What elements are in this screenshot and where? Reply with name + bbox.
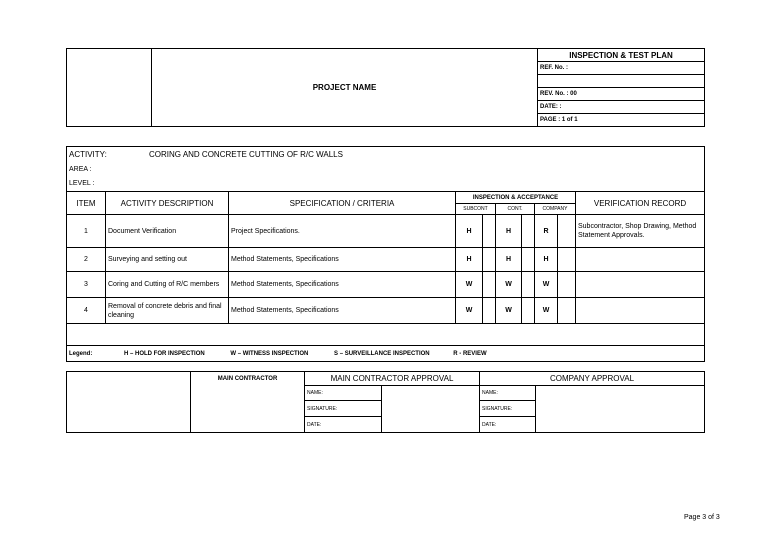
legend-review: R - REVIEW <box>453 350 487 357</box>
co-signature-label: SIGNATURE: <box>480 401 536 417</box>
row-subcont: H <box>456 248 483 272</box>
col-activity: ACTIVITY DESCRIPTION <box>106 192 229 215</box>
row-blank <box>558 215 576 248</box>
row-item: 3 <box>67 272 106 298</box>
row-blank <box>558 272 576 298</box>
table-row <box>67 298 705 324</box>
co-date-label: DATE: <box>480 417 536 433</box>
row-company: R <box>535 215 558 248</box>
mc-signature-box <box>382 386 480 433</box>
col-inspection: INSPECTION & ACCEPTANCE <box>456 192 576 204</box>
row-blank <box>483 248 496 272</box>
row-blank <box>483 215 496 248</box>
row-blank <box>483 298 496 324</box>
col-cont: CONT. <box>496 204 535 215</box>
signature-space <box>191 386 305 433</box>
col-verification: VERIFICATION RECORD <box>576 192 705 215</box>
row-verification <box>576 272 705 298</box>
table-row <box>67 272 705 298</box>
row-verification <box>576 298 705 324</box>
co-name-label: NAME: <box>480 386 536 401</box>
col-company: COMPANY <box>535 204 576 215</box>
project-name: PROJECT NAME <box>152 49 538 127</box>
row-subcont: W <box>456 298 483 324</box>
row-blank <box>522 272 535 298</box>
col-item: ITEM <box>67 192 106 215</box>
row-company: W <box>535 298 558 324</box>
blank-cell <box>538 75 705 88</box>
itp-table <box>66 146 705 362</box>
row-spec: Method Statements, Specifications <box>229 248 456 272</box>
main-contractor-approval: MAIN CONTRACTOR APPROVAL <box>305 372 480 386</box>
approval-table <box>66 371 705 433</box>
activity-value: CORING AND CONCRETE CUTTING OF R/C WALLS <box>149 149 343 159</box>
page-field: PAGE : 1 of 1 <box>538 114 705 127</box>
ref-no: REF. No. : <box>538 62 705 75</box>
date-field: DATE: : <box>538 101 705 114</box>
legend-surveillance: S – SURVEILLANCE INSPECTION <box>334 350 430 357</box>
row-item: 4 <box>67 298 106 324</box>
row-blank <box>558 298 576 324</box>
co-signature-box <box>536 386 705 433</box>
row-item: 2 <box>67 248 106 272</box>
row-activity: Removal of concrete debris and final cleaning <box>106 298 229 324</box>
row-activity: Document Verification <box>106 215 229 248</box>
header-table <box>66 48 705 127</box>
row-spec: Method Statements, Specifications <box>229 272 456 298</box>
row-verification: Subcontractor, Shop Drawing, Method Statement Approvals. <box>576 215 705 248</box>
row-activity: Surveying and setting out <box>106 248 229 272</box>
row-blank <box>522 298 535 324</box>
row-blank <box>483 272 496 298</box>
row-cont: H <box>496 215 522 248</box>
mc-signature-label: SIGNATURE: <box>305 401 382 417</box>
legend-hold: H – HOLD FOR INSPECTION <box>124 350 205 357</box>
row-blank <box>522 215 535 248</box>
table-row <box>67 248 705 272</box>
col-subcont: SUBCONT <box>456 204 496 215</box>
rev-no: REV. No. : 00 <box>538 88 705 101</box>
company-approval: COMPANY APPROVAL <box>480 372 705 386</box>
row-cont: W <box>496 298 522 324</box>
main-contractor-label: MAIN CONTRACTOR <box>191 372 305 386</box>
plan-title: INSPECTION & TEST PLAN <box>538 49 705 62</box>
area-label: AREA : <box>67 162 705 177</box>
activity-label: ACTIVITY: <box>69 149 107 159</box>
logo-cell <box>67 49 152 127</box>
level-label: LEVEL : <box>67 177 705 192</box>
mc-name-label: NAME: <box>305 386 382 401</box>
row-blank <box>558 248 576 272</box>
row-spec: Project Specifications. <box>229 215 456 248</box>
row-company: W <box>535 272 558 298</box>
mc-date-label: DATE: <box>305 417 382 433</box>
row-spec: Method Statements, Specifications <box>229 298 456 324</box>
row-blank <box>522 248 535 272</box>
legend-label: Legend: <box>69 350 93 357</box>
row-cont: H <box>496 248 522 272</box>
row-subcont: H <box>456 215 483 248</box>
row-item: 1 <box>67 215 106 248</box>
row-cont: W <box>496 272 522 298</box>
row-activity: Coring and Cutting of R/C members <box>106 272 229 298</box>
col-spec: SPECIFICATION / CRITERIA <box>229 192 456 215</box>
spacer-row <box>67 324 705 346</box>
row-company: H <box>535 248 558 272</box>
activity-row <box>67 147 705 162</box>
table-row <box>67 215 705 248</box>
legend-row <box>67 346 705 362</box>
approval-blank <box>67 372 191 433</box>
row-subcont: W <box>456 272 483 298</box>
page-footer: Page 3 of 3 <box>684 514 720 521</box>
row-verification <box>576 248 705 272</box>
legend-witness: W – WITNESS INSPECTION <box>230 350 309 357</box>
